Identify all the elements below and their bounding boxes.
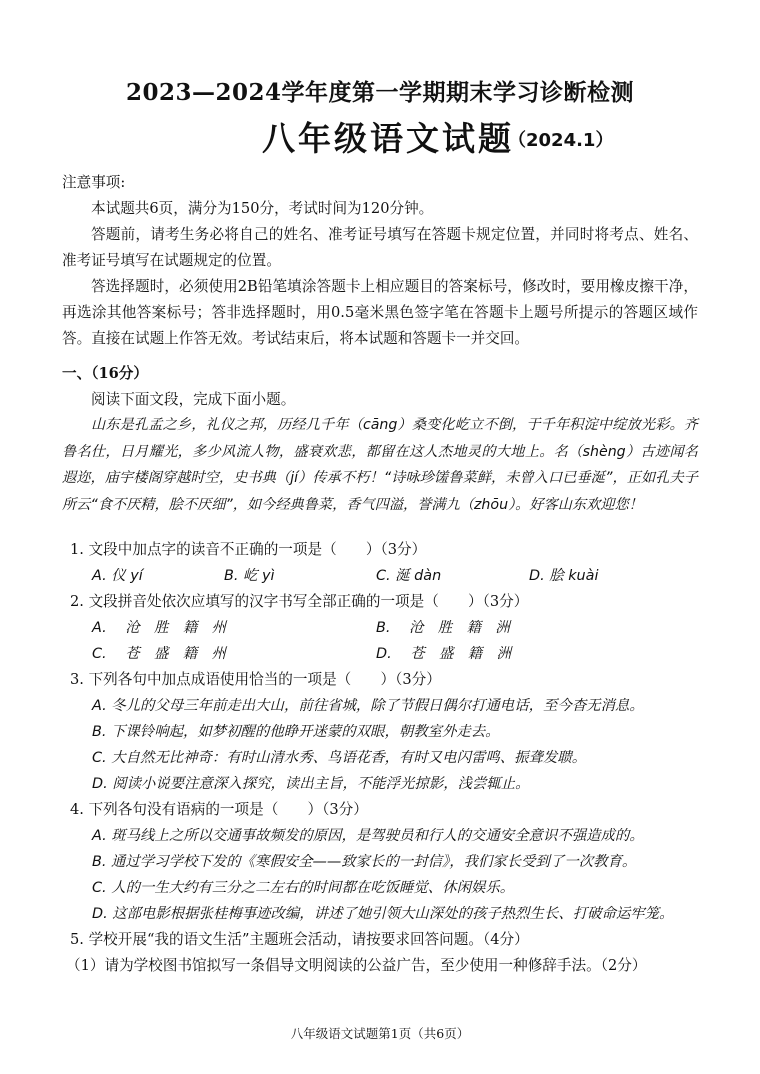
question-3-option-c: C. 大自然无比神奇：有时山清水秀、鸟语花香，有时又电闪雷鸣、振聋发聩。: [92, 750, 587, 766]
notice-paragraph-2: 答题前，请考生务必将自己的姓名、准考证号填写在答题卡规定位置，并同时将考点、姓名、准考证号填写在试题规定的位置。: [62, 226, 698, 269]
question-1-option-c: C. 涎 dàn: [376, 568, 442, 584]
question-2-stem: 2. 文段拼音处依次应填写的汉字书写全部正确的一项是（ ）（3分）: [70, 593, 529, 610]
question-3-option-b: B. 下课铃响起，如梦初醒的他睁开迷蒙的双眼，朝教室外走去。: [92, 724, 500, 740]
question-4-option-b: B. 通过学习学校下发的《寒假安全——致家长的一封信》，我们家长受到了一次教育。: [92, 854, 637, 870]
question-4-stem: 4. 下列各句没有语病的一项是（ ）（3分）: [70, 801, 368, 818]
notice-paragraph-1: 本试题共6页，满分为150分，考试时间为120分钟。: [91, 200, 434, 217]
question-1-option-a: A. 仪 yí: [92, 568, 143, 584]
question-4-option-a: A. 斑马线上之所以交通事故频发的原因，是驾驶员和行人的交通安全意识不强造成的。: [92, 828, 644, 844]
question-5-stem: 5. 学校开展“我的语文生活”主题班会活动，请按要求回答问题。（4分）: [70, 931, 529, 948]
notice-paragraph-3: 答选择题时，必须使用2B铅笔填涂答题卡上相应题目的答案标号，修改时，要用橡皮擦干净，再选涂其他答案标号；答非选择题时，用0.5毫米黑色签字笔在答题卡上题号所提示的答题区域作答。直接在试题上作答无效。考试结束后，将本试题和答题卡一并交回。: [62, 278, 698, 347]
question-5-sub-1: （1）请为学校图书馆拟写一条倡导文明阅读的公益广告，至少使用一种修辞手法。（2分）: [66, 957, 647, 974]
question-2-option-c: C. 苍 盛 籍 州: [92, 646, 226, 662]
page-footer: 八年级语文试题第1页（共6页）: [290, 1026, 470, 1041]
question-1-option-b: B. 屹 yì: [224, 568, 275, 584]
exam-date: （2024.1）: [508, 130, 614, 151]
question-2-option-a: A. 沧 胜 籍 州: [92, 620, 226, 636]
section-intro: 阅读下面文段，完成下面小题。: [91, 391, 296, 408]
question-2-option-b: B. 沧 胜 籍 洲: [376, 620, 510, 636]
question-1-option-d: D. 脍 kuài: [529, 568, 599, 584]
exam-title: 2023—2024学年度第一学期期末学习诊断检测: [125, 79, 635, 106]
reading-passage: 山东是孔孟之乡，礼仪之邦，历经几千年（cāng）桑变化屹立不倒，于千年积淀中绽放光彩。齐鲁名仕，日月耀光，多少风流人物，盛衰欢悲，都留在这人杰地灵的大地上。名（shèng）古迹闻名遐迩，庙宇楼阁穿越时空，史书典（jí）传承不朽！“诗咏珍馐鲁菜鲜，未曾入口已垂涎”，正如孔夫子所云“食不厌精，脍不厌细”，如今经典鲁菜，香气四溢，誉满九（zhōu）。好客山东欢迎您！: [62, 417, 698, 513]
notice-heading: 注意事项:: [62, 174, 126, 191]
question-3-option-d: D. 阅读小说要注意深入探究，读出主旨，不能浮光掠影，浅尝辄止。: [92, 776, 530, 792]
question-1-stem: 1. 文段中加点字的读音不正确的一项是（ ）（3分）: [70, 541, 427, 558]
question-3-stem: 3. 下列各句中加点成语使用恰当的一项是（ ）（3分）: [70, 671, 441, 688]
question-2-option-d: D. 苍 盛 籍 洲: [376, 646, 511, 662]
question-4-option-c: C. 人的一生大约有三分之二左右的时间都在吃饭睡觉、休闲娱乐。: [92, 880, 515, 896]
section-heading: 一、（16分）: [62, 365, 148, 382]
exam-subject-title: 八年级语文试题: [262, 119, 514, 158]
question-3-option-a: A. 冬儿的父母三年前走出大山，前往省城，除了节假日偶尔打通电话，至今杳无消息。: [92, 698, 644, 714]
question-4-option-d: D. 这部电影根据张桂梅事迹改编，讲述了她引领大山深处的孩子热烈生长、打破命运牢笼。: [92, 906, 674, 922]
